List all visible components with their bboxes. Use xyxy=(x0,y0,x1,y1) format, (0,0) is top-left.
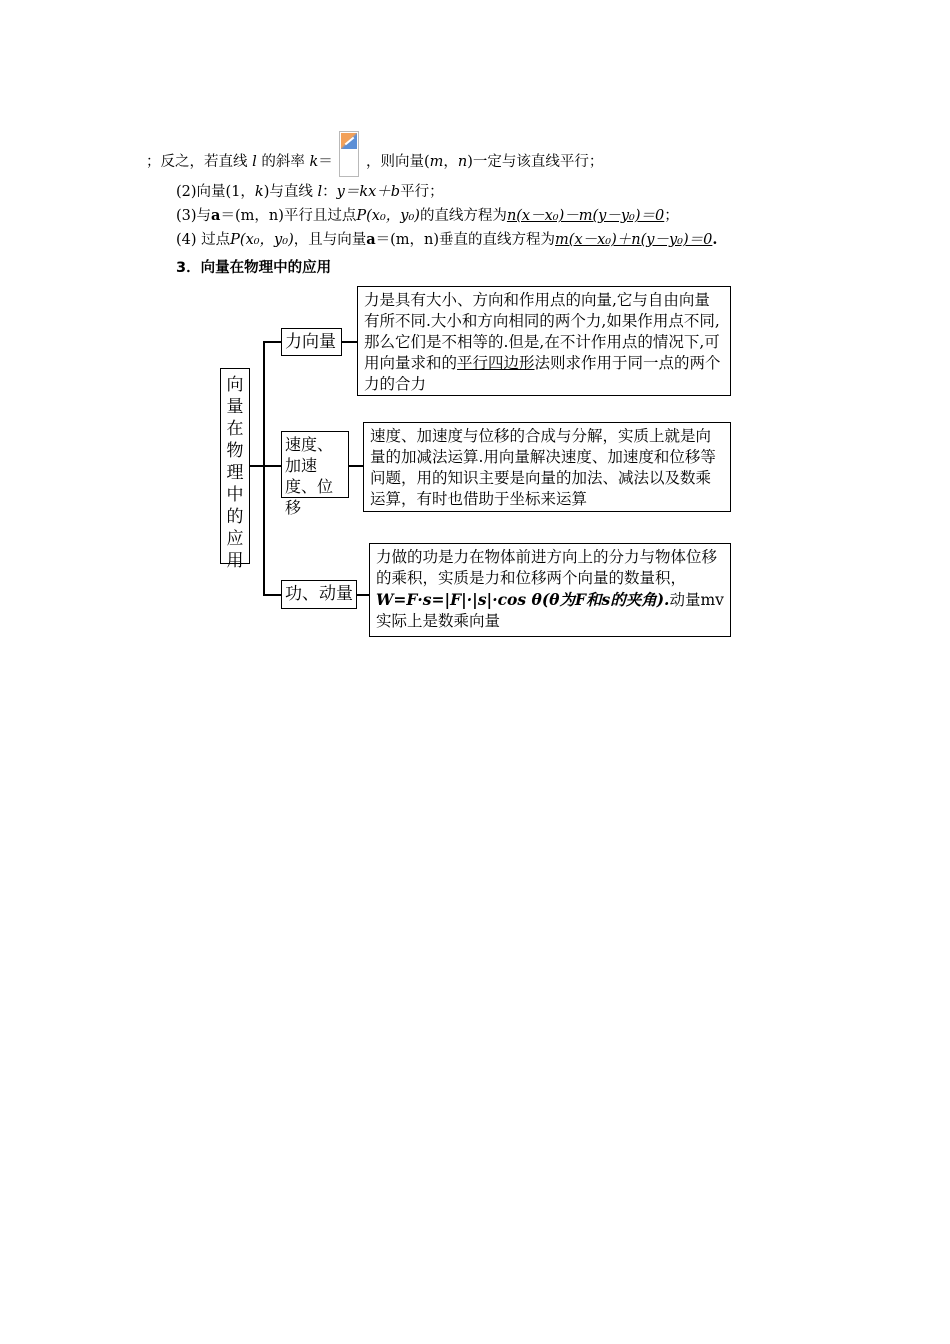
connector-branch-3 xyxy=(263,594,282,596)
connector-cat2-desc xyxy=(348,465,364,467)
line2-var-k: k xyxy=(254,184,264,200)
section-heading: 3．向量在物理中的应用 xyxy=(176,260,332,276)
line3-text-mid: ＝(m，n)平行且过点 xyxy=(220,208,357,224)
line1-var-m: m xyxy=(429,154,444,170)
line2-equation: y＝kx＋b xyxy=(336,184,401,200)
work-desc-text: 力做的功是力在物体前进方向上的分力与物体位移的乘积，实质是力和位移两个向量的数量积， xyxy=(376,548,718,587)
force-desc-text-end: 法则求作用于同一点的两个力的合力 xyxy=(364,354,721,393)
line3-end: ； xyxy=(664,208,679,224)
branch-label-work: 功、动量 xyxy=(281,580,357,609)
line4-text-mid: ，且与向量 xyxy=(293,232,367,248)
text-line-2 xyxy=(176,182,444,202)
line1-var-n: n xyxy=(457,154,468,170)
line2-end: 平行； xyxy=(400,184,444,200)
line1-var-l: l xyxy=(252,154,257,170)
line1-eq: ＝ xyxy=(318,154,333,170)
root-char: 中 xyxy=(226,485,244,505)
line1-text-post: ，则向量( xyxy=(365,154,430,170)
root-char: 向 xyxy=(226,375,244,395)
line4-text-mid2: ＝(m，n)垂直的直线方程为 xyxy=(375,232,556,248)
line4-end: . xyxy=(712,231,718,248)
force-desc-underlined: 平行四边形 xyxy=(457,354,535,372)
broken-image-icon xyxy=(339,131,359,177)
text-line-1 xyxy=(146,139,603,185)
connector-branch-1 xyxy=(263,341,282,343)
root-char: 理 xyxy=(226,463,244,483)
line3-point: P(x₀，y₀) xyxy=(356,208,420,224)
line1-text: ；反之，若直线 xyxy=(146,154,248,170)
branch-desc-work xyxy=(369,543,731,637)
line1-text-mid: 的斜率 xyxy=(261,154,305,170)
root-char: 量 xyxy=(226,397,244,417)
branch-label-velocity: 速度、加速度、位移 xyxy=(281,431,349,498)
line1-comma: ， xyxy=(443,154,458,170)
line3-vector-a: a xyxy=(211,207,221,224)
line4-equation: m(x－x₀)＋n(y－y₀)＝0 xyxy=(555,232,713,248)
line1-end: )一定与该直线平行； xyxy=(467,154,604,170)
line3-text: (3)与 xyxy=(176,208,212,224)
line2-colon: ： xyxy=(322,184,337,200)
line2-text-b: )与直线 xyxy=(263,184,313,200)
work-desc-text-end: 动量mv实际上是数乘向量 xyxy=(376,591,724,630)
root-char: 的 xyxy=(226,507,244,527)
line4-text: (4) 过点 xyxy=(176,232,231,248)
image-placeholder-icon xyxy=(341,133,357,149)
line2-var-l: l xyxy=(317,184,323,200)
connector-cat1-desc xyxy=(341,341,358,343)
line4-vector-a: a xyxy=(366,231,376,248)
line2-text: (2)向量(1， xyxy=(176,184,255,200)
text-line-4 xyxy=(176,230,717,250)
root-char: 应 xyxy=(226,529,244,549)
root-char: 物 xyxy=(226,441,244,461)
line3-text-mid2: 的直线方程为 xyxy=(419,208,507,224)
text-line-3 xyxy=(176,206,679,226)
root-char: 用 xyxy=(226,551,244,571)
connector-cat3-desc xyxy=(356,594,370,596)
line1-var-k: k xyxy=(309,154,319,170)
branch-desc-velocity: 速度、加速度与位移的合成与分解，实质上就是向量的加减法运算.用向量解决速度、加速度和位移等问题，用的知识主要是向量的加法、减法以及数乘运算，有时也借助于坐标来运算 xyxy=(363,422,731,512)
root-char: 在 xyxy=(226,419,244,439)
branch-label-force: 力向量 xyxy=(281,328,342,356)
force-desc-text: 力是具有大小、方向和作用点的向量,它与自由向量有所不同.大小和方向相同的两个力,如果作用点不同,那么它们是不相等的.但是,在不计作用点的情况下,可用向量求和的 xyxy=(364,291,720,372)
connector-vertical xyxy=(263,341,265,595)
connector-root-h xyxy=(250,465,264,467)
diagram-root-box xyxy=(220,368,250,571)
line3-equation: n(x－x₀)－m(y－y₀)＝0 xyxy=(506,208,665,224)
line4-point: P(x₀，y₀) xyxy=(230,232,294,248)
connector-branch-2 xyxy=(263,465,282,467)
work-formula: W=F·s=|F|·|s|·cos θ(θ为F和s的夹角). xyxy=(376,590,670,609)
branch-desc-force xyxy=(357,286,731,396)
